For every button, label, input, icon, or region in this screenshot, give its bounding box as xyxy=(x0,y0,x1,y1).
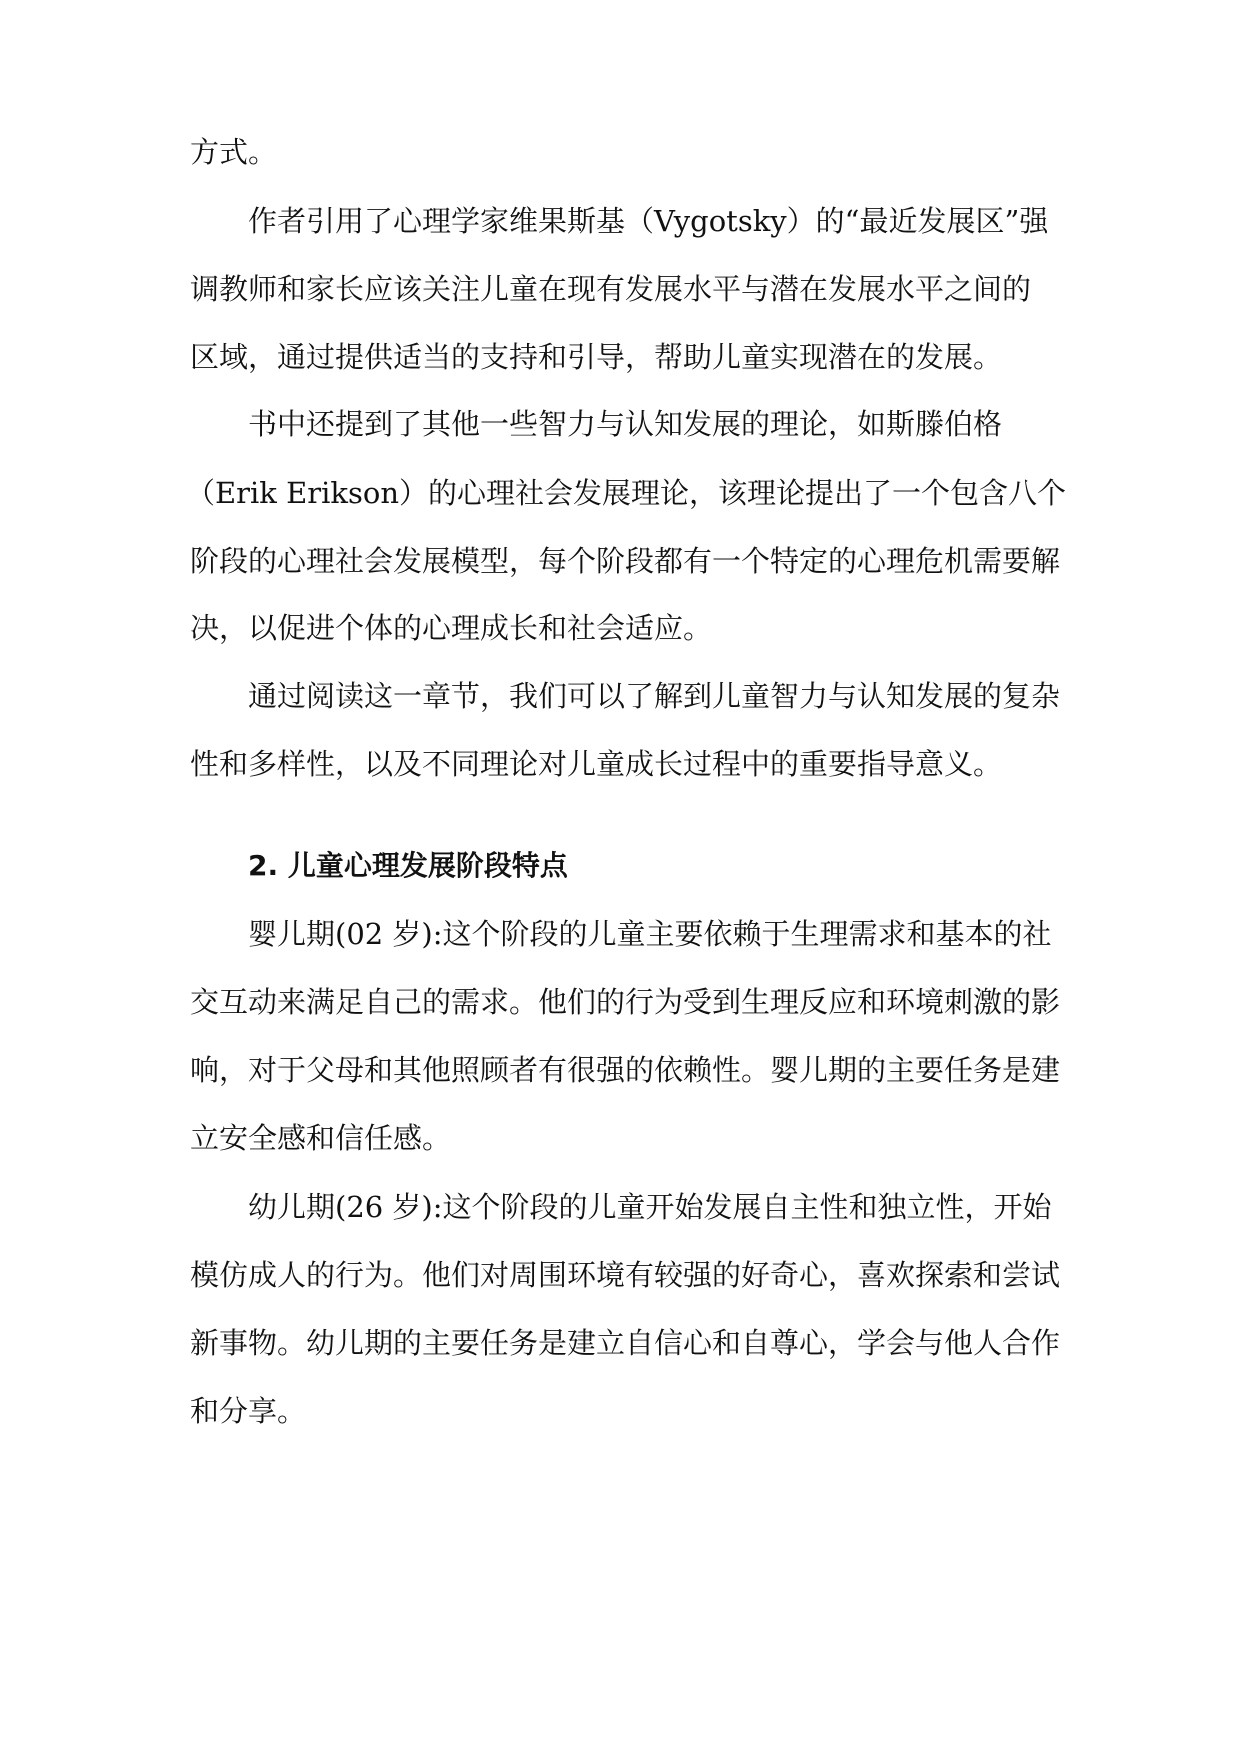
paragraph-line: 性和多样性，以及不同理论对儿童成长过程中的重要指导意义。 xyxy=(190,747,1003,781)
paragraph-line: 方式。 xyxy=(190,135,278,169)
paragraph-line: 模仿成人的行为。他们对周围环境有较强的好奇心，喜欢探索和尝试 xyxy=(190,1258,1061,1292)
paragraph-line: 阶段的心理社会发展模型，每个阶段都有一个特定的心理危机需要解 xyxy=(190,544,1061,578)
paragraph-line: （Erik Erikson）的心理社会发展理论，该理论提出了一个包含八个 xyxy=(186,476,1066,510)
section-heading: 2. 儿童心理发展阶段特点 xyxy=(248,849,568,882)
paragraph-line: 通过阅读这一章节，我们可以了解到儿童智力与认知发展的复杂 xyxy=(248,679,1061,713)
paragraph-line: 调教师和家长应该关注儿童在现有发展水平与潜在发展水平之间的 xyxy=(190,272,1032,306)
paragraph-line: 幼儿期(26 岁):这个阶段的儿童开始发展自主性和独立性，开始 xyxy=(248,1190,1052,1224)
paragraph-line: 区域，通过提供适当的支持和引导，帮助儿童实现潜在的发展。 xyxy=(190,340,1003,374)
paragraph-line: 决，以促进个体的心理成长和社会适应。 xyxy=(190,611,713,645)
paragraph-line: 新事物。幼儿期的主要任务是建立自信心和自尊心，学会与他人合作 xyxy=(190,1326,1061,1360)
paragraph-line: 婴儿期(02 岁):这个阶段的儿童主要依赖于生理需求和基本的社 xyxy=(248,917,1052,951)
paragraph-line: 交互动来满足自己的需求。他们的行为受到生理反应和环境刺激的影 xyxy=(190,985,1061,1019)
paragraph-line: 立安全感和信任感。 xyxy=(190,1121,452,1155)
paragraph-line: 响，对于父母和其他照顾者有很强的依赖性。婴儿期的主要任务是建 xyxy=(190,1053,1061,1087)
paragraph-line: 书中还提到了其他一些智力与认知发展的理论，如斯滕伯格 xyxy=(248,407,1003,441)
paragraph-line: 作者引用了心理学家维果斯基（Vygotsky）的“最近发展区”强 xyxy=(248,204,1049,238)
paragraph-line: 和分享。 xyxy=(190,1394,307,1428)
